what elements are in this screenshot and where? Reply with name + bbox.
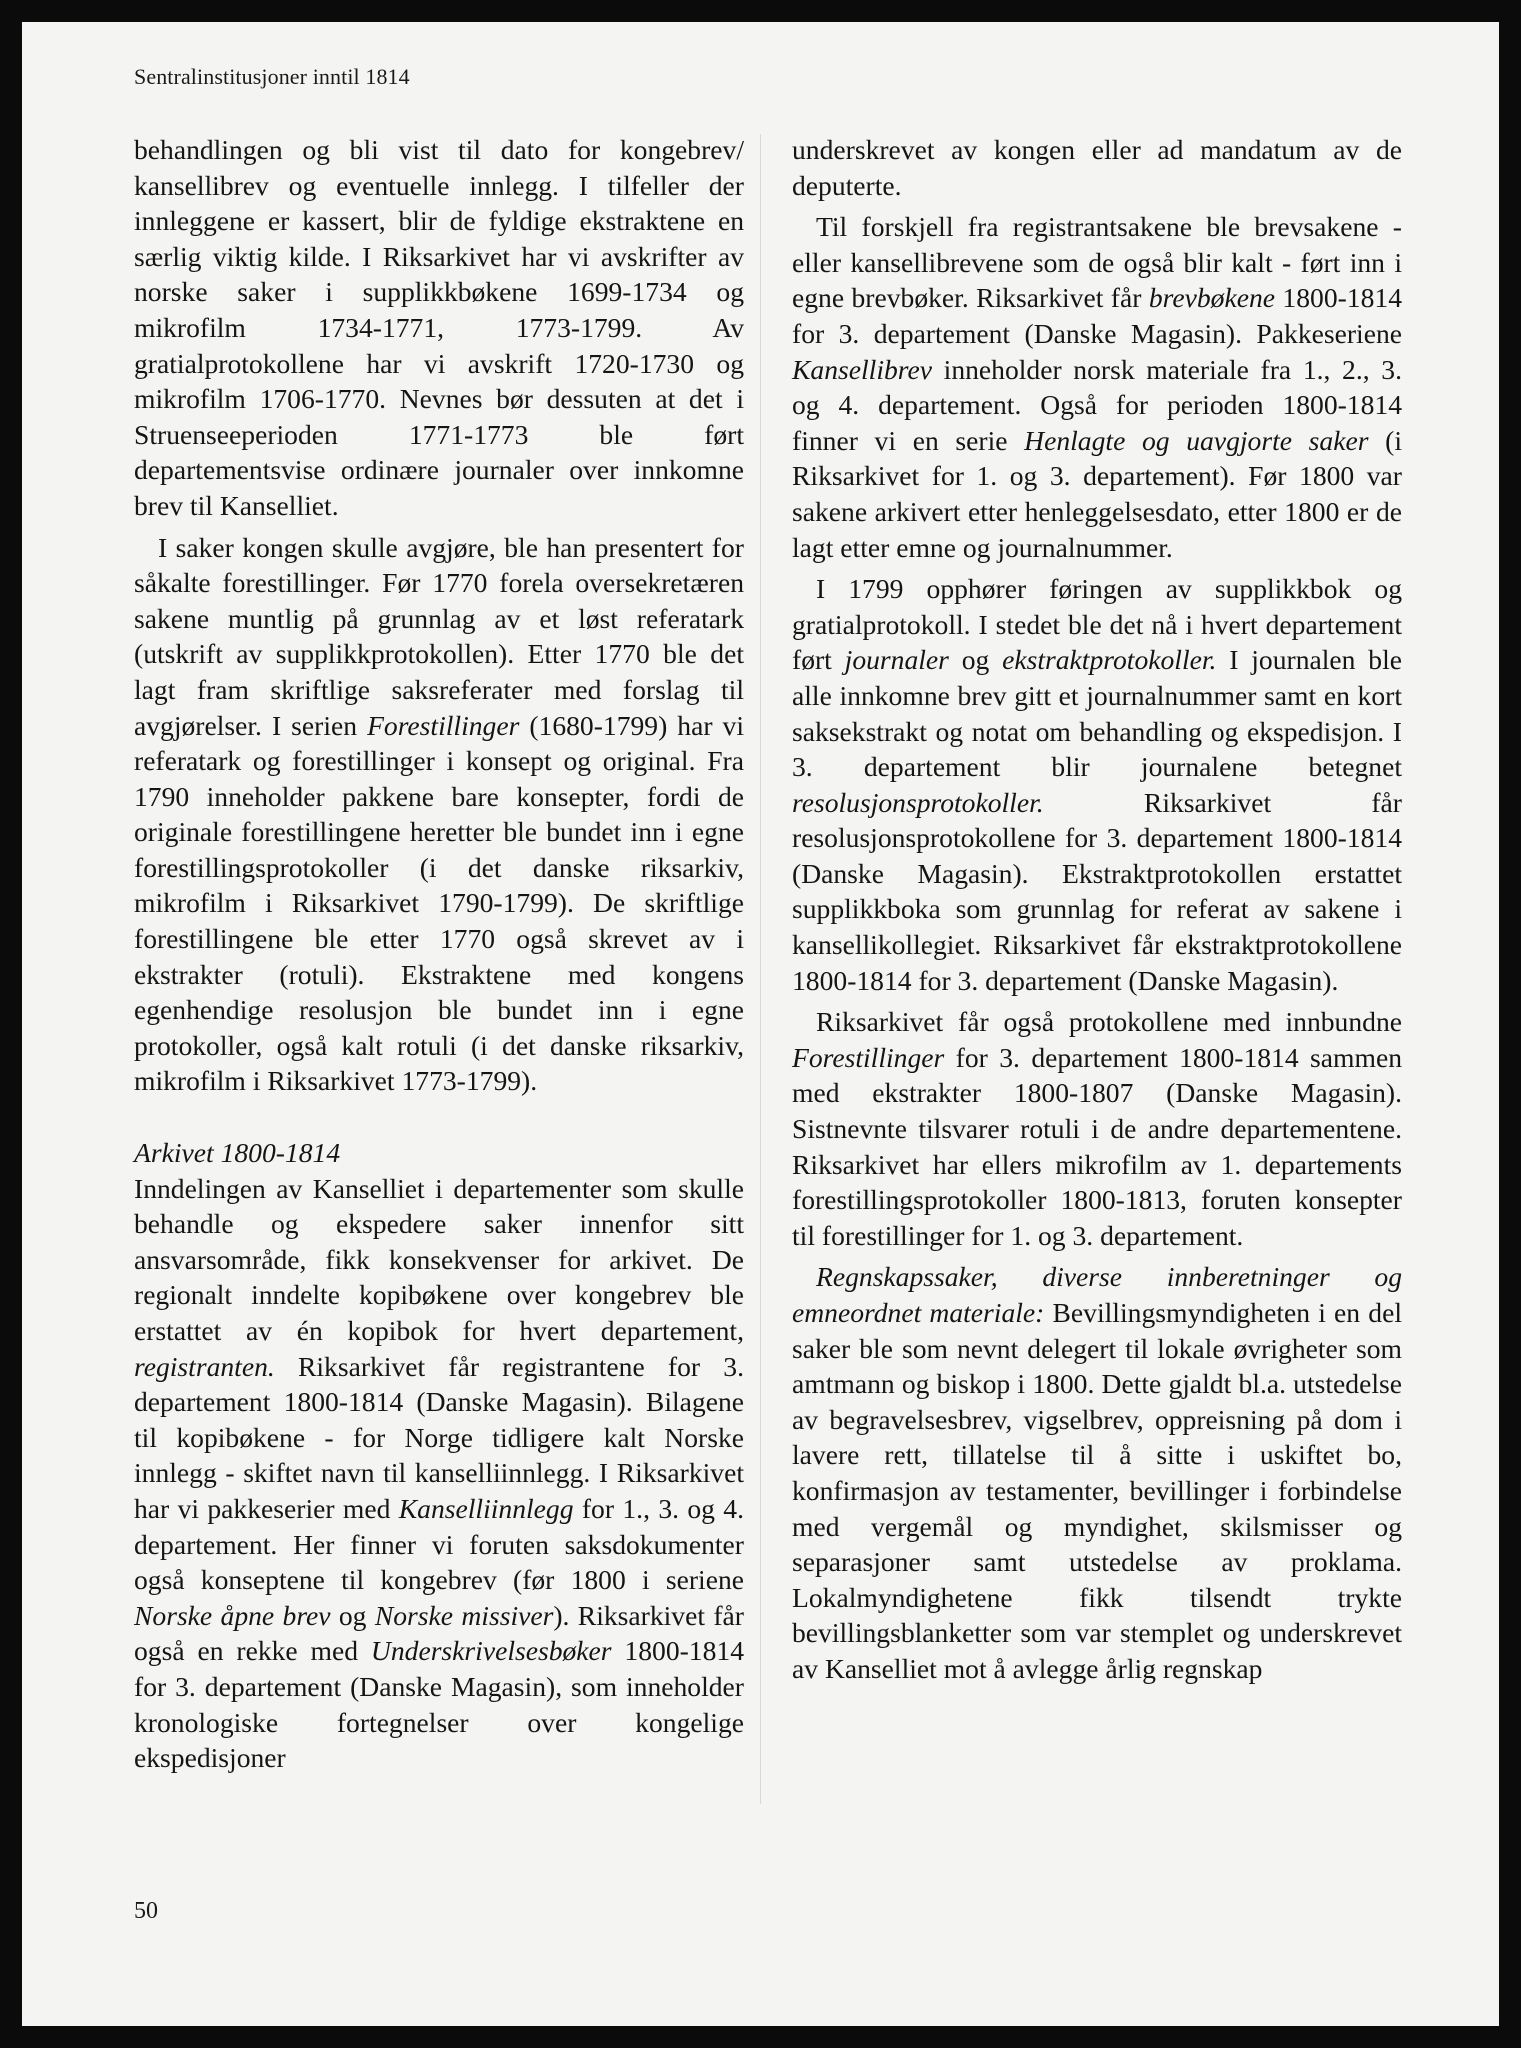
text-run: inneholder norsk materiale fra 1., 2., 3. og 4. departement. Også for perioden 1800-1814 finner vi en serie	[792, 353, 1402, 456]
text-run: og	[948, 644, 1003, 676]
italic-term: Norske missiver	[374, 1599, 554, 1631]
paragraph	[792, 209, 1402, 565]
text-run: (1680-1799) har vi referatark og forestillinger i konsept og original. Fra 1790 inneholder pakkene bare konsepter, fordi de originale forestillingene heretter ble bundet inn i egne forestillingsprotokoller (i det danske riksarkiv, mikrofilm i Riksarkivet 1790-1799). De skriftlige forestillingene ble etter 1770 også skrevet av i ekstrakter (rotuli). Ekstraktene med kongens egenhendige resolusjon ble bundet inn i egne protokoller, også kalt rotuli (i det danske riksarkiv, mikrofilm i Riksarkivet 1773-1799).	[134, 709, 744, 1097]
text-run: Riksarkivet får resolusjonsprotokollene for 3. departement 1800-1814 (Danske Magasin). Ekstraktprotokollen erstattet supplikkboka som grunnlag for referat av sakene i kansellikollegiet. Riksarkivet får ekstraktprotokollene 1800-1814 for 3. departement (Danske Magasin).	[792, 786, 1402, 996]
text-run: I saker kongen skulle avgjøre, ble han presentert for såkalte forestillinger. Før 1770 forela oversekretæren sakene muntlig på grunnlag av et løst referatark (utskrift av supplikkprotokollen). Etter 1770 ble det lagt fram skriftlige saksreferater med forslag til avgjørelser. I serien	[134, 531, 744, 741]
paragraph	[134, 132, 744, 524]
text-run: for 3. departement 1800-1814 sammen med ekstrakter 1800-1807 (Danske Magasin). Sistnevnte tilsvarer rotuli i de andre departementene. Riksarkivet har ellers mikrofilm av 1. departements forestillingsprotokoller 1800-1813, foruten konsepter til forestillinger for 1. og 3. departement.	[792, 1041, 1402, 1251]
text-column-left	[134, 132, 744, 1776]
text-run: Bevillingsmyndigheten i en del saker ble som nevnt delegert til lokale øvrigheter som amtmann og biskop i 1800. Dette gjaldt bl.a. utstedelse av begravelsesbrev, vigselbrev, oppreisning på dom i lavere rett, tillatelse til å sitte i uskiftet bo, konfirmasjon av testamenter, bevillinger i forbindelse med vergemål og myndighet, skilsmisser og separasjoner samt utstedelse av proklama. Lokalmyndighetene fikk tilsendt trykte bevillingsblanketter som var stemplet og underskrevet av Kanselliet mot å avlegge årlig regnskap	[792, 1297, 1402, 1684]
paragraph	[134, 530, 744, 1100]
text-run: behandlingen og bli vist til dato for kongebrev/ kansellibrev og eventuelle innlegg. I tilfeller der innleggene er kassert, blir de fyldige ekstraktene en særlig viktig kilde. I Riksarkivet har vi avskrifter av norske saker i supplikkbøkene 1699-1734 og mikrofilm 1734-1771, 1773-1799. Av gratialprotokollene har vi avskrift 1720-1730 og mikrofilm 1706-1770. Nevnes bør dessuten at det i Struenseeperioden 1771-1773 ble ført departementsvise ordinære journaler over innkomne brev til Kanselliet.	[134, 134, 744, 521]
column-gutter	[760, 134, 761, 1804]
section-heading: Arkivet 1800-1814	[134, 1137, 341, 1169]
text-run: Til forskjell fra registrantsakene ble brevsakene - eller kansellibrevene som de også blir kalt - ført inn i egne brevbøker. Riksarkivet får	[792, 211, 1402, 314]
text-run: I 1799 opphører føringen av supplikkbok og gratialprotokoll. I stedet ble det nå i hvert departement ført	[792, 573, 1402, 676]
text-run: (i Riksarkivet for 1. og 3. departement). Før 1800 var sakene arkivert etter henleggelsesdato, etter 1800 er de lagt etter emne og journalnummer.	[792, 424, 1402, 563]
italic-term: Kanselliinnlegg	[398, 1492, 574, 1524]
text-run: underskrevet av kongen eller ad mandatum av de deputerte.	[792, 134, 1402, 201]
text-run: Riksarkivet får også protokollene med innbundne	[816, 1006, 1402, 1038]
paragraph	[792, 132, 1402, 203]
text-run: for 1., 3. og 4. departement. Her finner vi foruten saksdokumenter også konseptene til kongebrev (før 1800 i seriene	[134, 1492, 744, 1596]
text-column-right	[792, 132, 1402, 1687]
text-run: I journalen ble alle innkomne brev gitt et journalnummer samt en kort saksekstrakt og notat om behandling og ekspedisjon. I 3. departement blir journalene betegnet	[792, 644, 1402, 783]
paragraph	[792, 571, 1402, 998]
text-run: Inndelingen av Kanselliet i departementer som skulle behandle og ekspedere saker innenfor sitt ansvarsområde, fikk konsekvenser for arkivet. De regionalt inndelte kopibøkene over kongebrev ble erstattet av én kopibok for hvert departement,	[134, 1172, 744, 1346]
italic-term: Forestillinger	[367, 709, 520, 741]
italic-term: resolusjonsprotokoller.	[792, 786, 1044, 818]
italic-term: Forestillinger	[792, 1041, 945, 1073]
text-run: ). Riksarkivet får også en rekke med	[134, 1599, 744, 1667]
italic-term: ekstraktprotokoller.	[1002, 644, 1217, 676]
text-run: Riksarkivet får registrantene for 3. departement 1800-1814 (Danske Magasin). Bilagene til kopibøkene - for Norge tidligere kalt Norske innlegg - skiftet navn til kanselliinnlegg. I Riksarkivet har vi pakkeserier med	[134, 1350, 744, 1524]
italic-term: Regnskapssaker, diverse innberetninger og emneordnet materiale:	[792, 1261, 1402, 1328]
italic-term: Henlagte og uavgjorte saker	[1024, 424, 1369, 456]
italic-term: registranten.	[134, 1350, 275, 1382]
text-run: og	[330, 1599, 375, 1631]
book-page	[22, 22, 1499, 2026]
paragraph	[792, 1004, 1402, 1253]
italic-term: Kansellibrev	[792, 353, 932, 385]
italic-term: Underskrivelsesbøker	[370, 1635, 612, 1667]
text-run: 1800-1814 for 3. departement (Danske Magasin), som inneholder kronologiske fortegnelser over kongelige ekspedisjoner	[134, 1635, 744, 1774]
paragraph	[792, 1259, 1402, 1686]
paragraph	[134, 1171, 744, 1776]
italic-term: brevbøkene	[1148, 282, 1275, 314]
running-head: Sentralinstitusjoner inntil 1814	[134, 64, 410, 89]
italic-term: journaler	[844, 644, 949, 676]
page-number: 50	[134, 1898, 158, 1924]
italic-term: Norske åpne brev	[134, 1599, 331, 1631]
text-run: 1800-1814 for 3. departement (Danske Magasin). Pakkeseriene	[792, 282, 1402, 349]
